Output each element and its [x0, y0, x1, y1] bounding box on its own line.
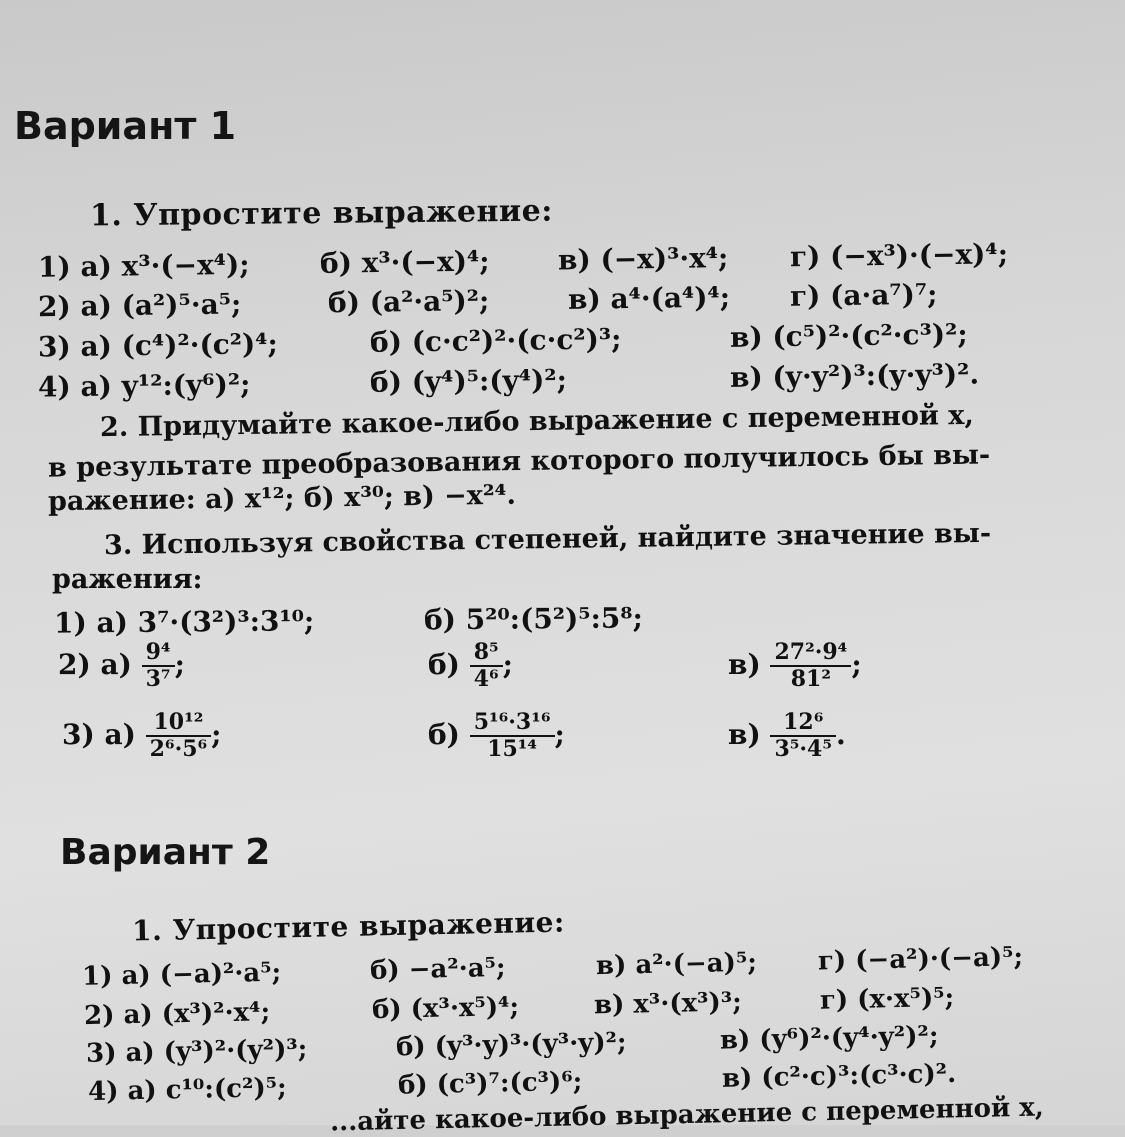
v2-r4-a: 4) а) c¹⁰:(c²)⁵; [87, 1072, 288, 1108]
v1-t3-r3a-fraction [146, 710, 212, 763]
v1-r1-a: 1) а) x³·(−x⁴); [37, 247, 250, 284]
v1-t3-r3a-semi: ; [211, 717, 222, 751]
v1-task3-line2: ражения: [52, 564, 203, 595]
v1-task1-row1 [38, 237, 1008, 284]
v1-task1-row3 [38, 318, 968, 364]
v1-r2-b: б) (a²·a⁵)²; [327, 283, 490, 320]
v1-r3-a: 3) а) (c⁴)²·(c²)⁴; [37, 327, 279, 364]
v1-t3-r2c-fraction [770, 640, 851, 693]
v1-task1-row2 [38, 278, 938, 324]
v1-t3-r3c-den: 3⁵·4⁵ [774, 736, 832, 763]
v1-t3-r2c-label: в) [728, 647, 761, 681]
v2-task1-heading: 1. Упростите выражение: [131, 905, 566, 948]
v1-t3-r3-label: 3) а) [62, 717, 136, 751]
v1-t3-r3a-num: 10¹² [146, 710, 212, 737]
v1-t3-r3b-semi: ; [554, 717, 565, 751]
v1-r2-d: г) (a·a⁷)⁷; [789, 277, 938, 313]
v1-t3-r3b-den: 15¹⁴ [487, 736, 538, 763]
v1-t3-r2c-den: 81² [790, 666, 832, 693]
v1-t3-r2a-num: 9⁴ [142, 640, 175, 667]
v2-r2-b: б) (x³·x⁵)⁴; [371, 992, 520, 1026]
v1-t3-r2a-semi: ; [174, 647, 185, 681]
v2-r2-d: г) (x·x⁵)⁵; [819, 982, 955, 1016]
v1-t3-r3c-label: в) [728, 717, 761, 751]
v2-r1-a: 1) а) (−a)²·a⁵; [81, 957, 282, 992]
v1-r4-b: б) (y⁴)⁵:(y⁴)²; [369, 363, 568, 399]
v1-t3-r3b-label: б) [428, 717, 460, 751]
v2-r1-b: б) −a²·a⁵; [369, 952, 506, 986]
v1-task3-line1: 3. Используя свойства степеней, найдите значение вы- [103, 517, 992, 562]
v1-t3-r1-a: 1) а) 3⁷·(3²)³:3¹⁰; [53, 604, 315, 640]
v1-task2-line2: в результате преобразования которого получилось бы вы- [47, 439, 991, 484]
v1-r2-a: 2) а) (a²)⁵·a⁵; [37, 287, 242, 324]
v1-t3-r3a-den: 2⁶·5⁶ [149, 736, 208, 763]
v2-r3-a: 3) а) (y³)²·(y²)³; [85, 1034, 308, 1069]
v1-t3-r3c-num: 12⁶ [770, 710, 836, 737]
v1-task1-row4 [38, 357, 980, 403]
variant1-title: Вариант 1 [14, 104, 237, 148]
v1-task3-row1 [54, 601, 643, 639]
v1-t3-r2c-semi: ; [851, 647, 862, 681]
v1-t3-r2c-num: 27²·9⁴ [770, 640, 851, 667]
v1-r3-c: в) (c⁵)²·(c²·c³)²; [729, 317, 968, 354]
v1-t3-r1-b: б) 5²⁰:(5²)⁵:5⁸; [423, 601, 644, 637]
v1-task2-line1: 2. Придумайте какое-либо выражение с переменной x, [99, 399, 975, 444]
v1-t3-r2b-num: 8⁵ [470, 640, 503, 667]
v1-r1-c: в) (−x)³·x⁴; [557, 241, 729, 277]
v1-task3-row2 [58, 640, 862, 693]
variant2-title: Вариант 2 [60, 832, 271, 873]
v1-t3-r3c-period: . [836, 717, 846, 751]
v1-t3-r3b-num: 5¹⁶·3¹⁶ [470, 710, 555, 737]
v1-r3-b: б) (c·c²)²·(c·c²)³; [369, 322, 622, 359]
v1-task1-heading: 1. Упростите выражение: [89, 193, 554, 234]
v1-t3-r2a-fraction [142, 640, 175, 693]
v1-r1-b: б) x³·(−x)⁴; [319, 244, 490, 280]
v1-t3-r2a-den: 3⁷ [145, 666, 171, 693]
v2-r3-b: б) (y³·y)³·(y³·y)²; [395, 1027, 627, 1063]
v1-t3-r2b-fraction [470, 640, 503, 693]
v2-r4-c: в) (c²·c)³:(c³·c)². [721, 1058, 957, 1094]
v1-t3-r3b-fraction [470, 710, 555, 763]
v1-task3-row3 [62, 710, 846, 763]
v2-r1-c: в) a²·(−a)⁵; [595, 947, 758, 982]
v2-r3-c: в) (y⁶)²·(y⁴·y²)²; [719, 1021, 939, 1056]
v2-r1-d: г) (−a²)·(−a)⁵; [817, 942, 1024, 977]
v1-t3-r2b-den: 4⁶ [473, 666, 499, 693]
v2-task2-partial: ...айте какое-либо выражение с переменной x, [329, 1092, 1045, 1137]
v1-r4-c: в) (y·y²)³:(y·y³)². [729, 357, 980, 394]
v2-r2-a: 2) а) (x³)²·x⁴; [83, 997, 271, 1032]
v1-t3-r3c-fraction [770, 710, 836, 763]
v1-task2-line3: ражение: а) x¹²; б) x³⁰; в) −x²⁴. [47, 479, 517, 518]
v1-r2-c: в) a⁴·(a⁴)⁴; [567, 280, 731, 316]
v1-r4-a: 4) а) y¹²:(y⁶)²; [37, 367, 251, 404]
v2-r2-c: в) x³·(x³)³; [593, 987, 743, 1021]
v1-t3-r2b-semi: ; [502, 647, 513, 681]
v1-r1-d: г) (−x³)·(−x)⁴; [789, 237, 1009, 274]
v2-r4-b: б) (c³)⁷:(c³)⁶; [397, 1066, 583, 1101]
v1-t3-r2b-label: б) [428, 647, 460, 681]
v1-t3-r2-label: 2) а) [58, 647, 132, 681]
